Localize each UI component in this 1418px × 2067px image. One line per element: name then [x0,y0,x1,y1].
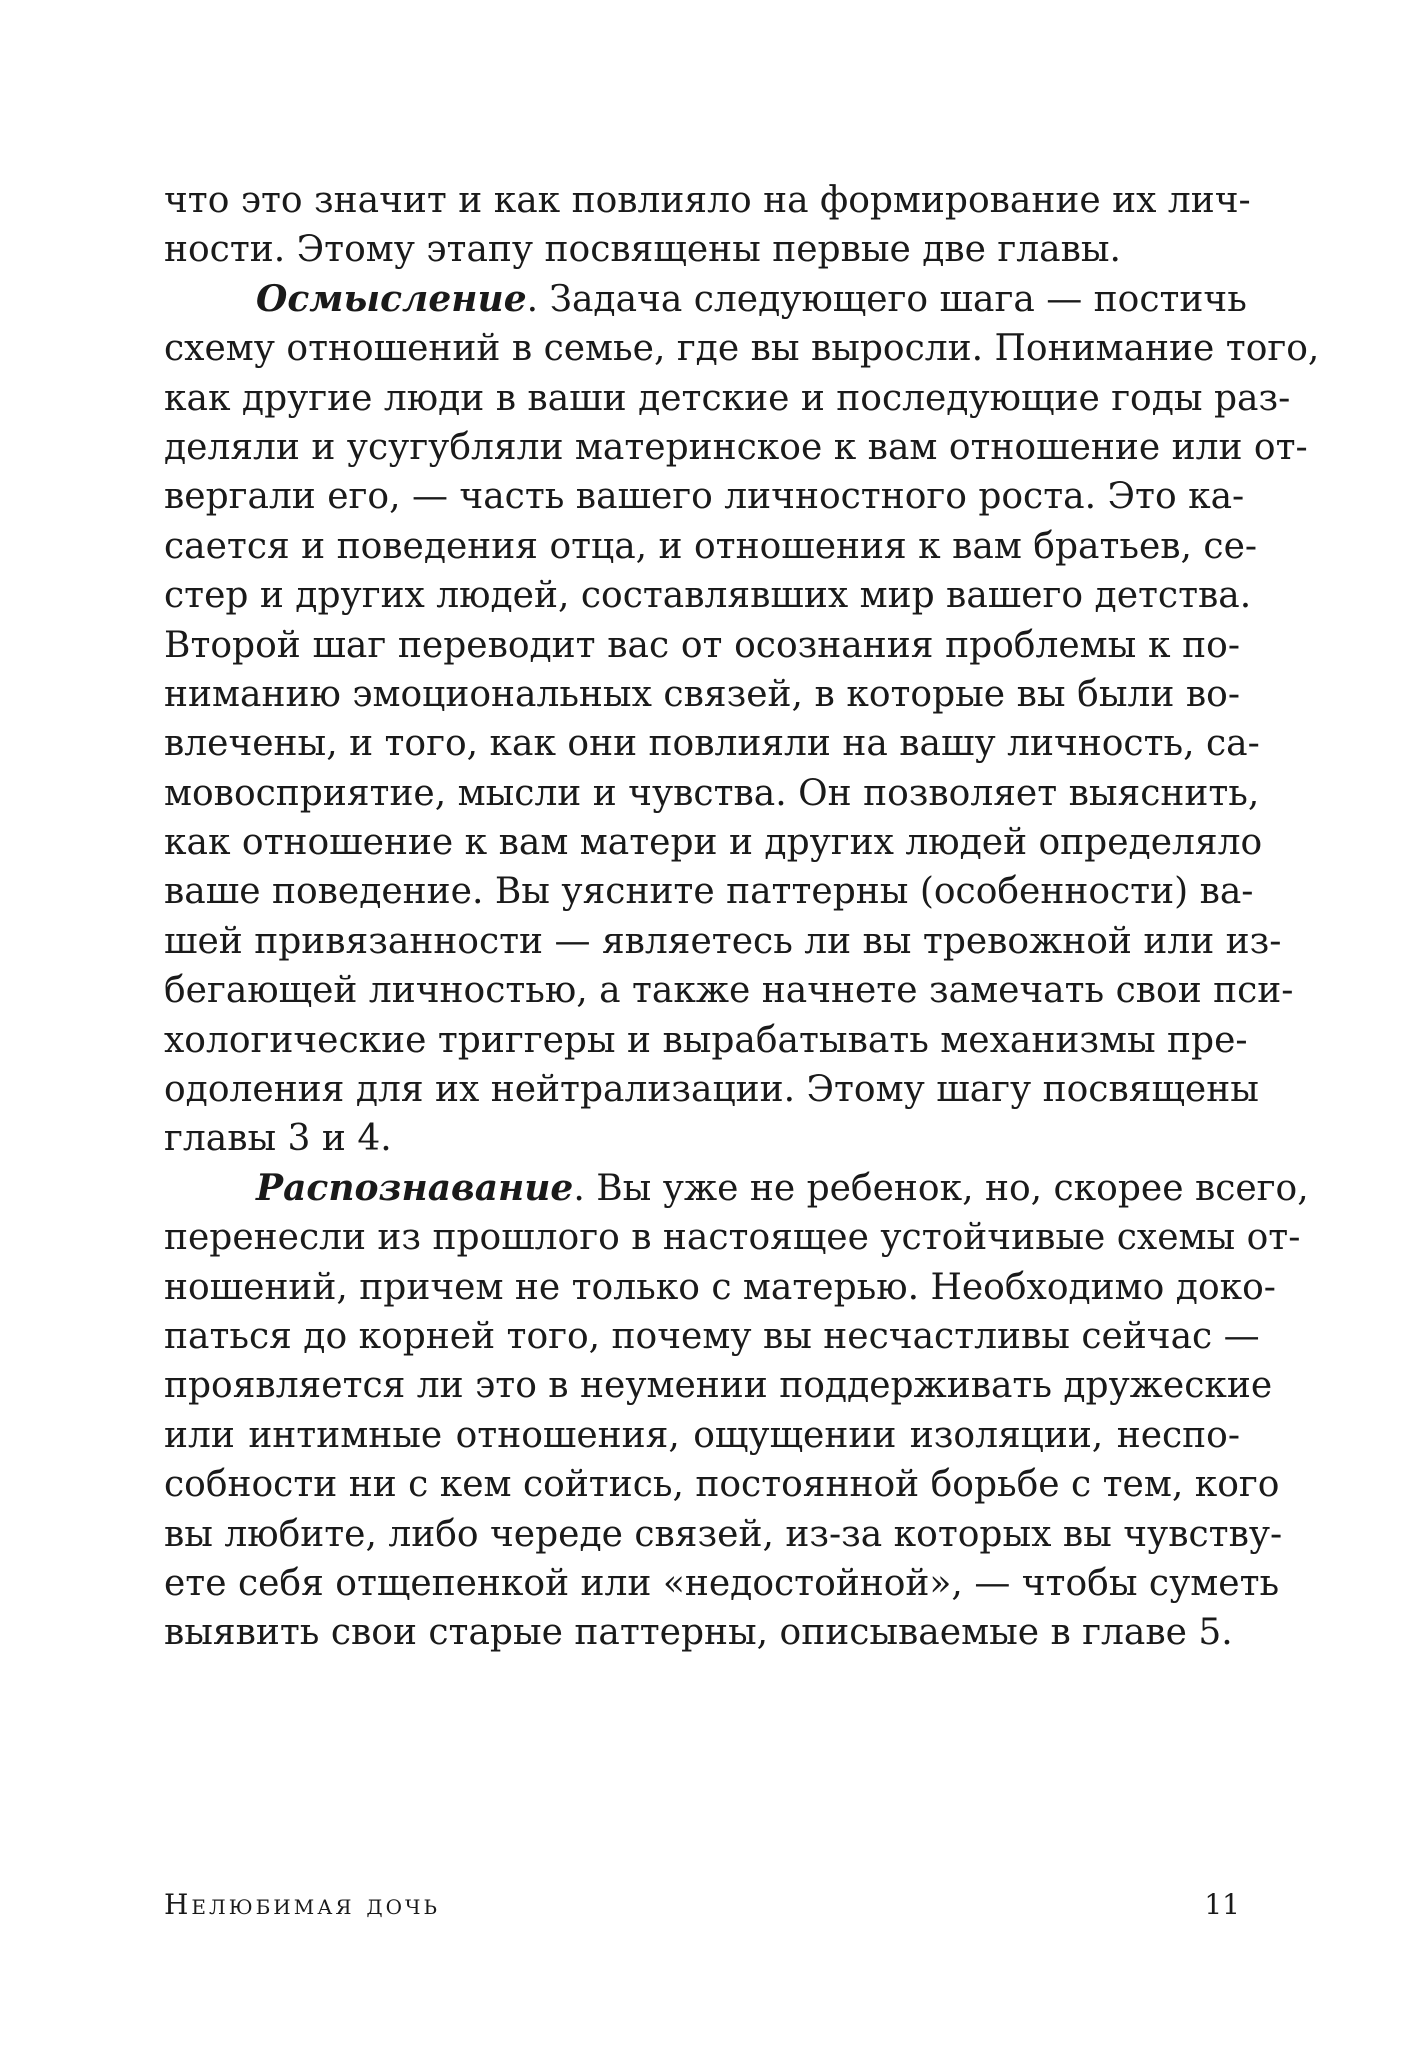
text-line: деляли и усугубляли материнское к вам отношение или от- [164,426,1308,468]
text-line: схему отношений в семье, где вы выросли. Понимание того, [164,328,1320,370]
body-text [164,176,1320,1658]
text-fragment: . Вы уже не ребенок, но, скорее всего, [573,1167,1309,1209]
text-fragment: . Задача следующего шага — постичь [526,278,1247,320]
text-line: собности ни с кем сойтись, постоянной борьбе с тем, кого [164,1464,1280,1506]
text-line: проявляется ли это в неумении поддерживать дружеские [164,1365,1273,1407]
section-term: Распознавание [256,1166,574,1209]
text-line: паться до корней того, почему вы несчастливы сейчас — [164,1315,1260,1357]
text-line: или интимные отношения, ощущении изоляции, неспо- [164,1414,1240,1456]
text-line: шей привязанности — являетесь ли вы тревожной или из- [164,920,1282,962]
text-line: бегающей личностью, а также начнете замечать свои пси- [164,970,1294,1012]
paragraph-opening-line [164,275,1247,324]
text-line: ете себя отщепенкой или «недостойной», — чтобы суметь [164,1562,1280,1604]
text-line: как другие люди в ваши детские и последующие годы раз- [164,377,1291,419]
text-line: вергали его, — часть вашего личностного роста. Это ка- [164,476,1245,518]
text-line: хологические триггеры и вырабатывать механизмы пре- [164,1019,1248,1061]
text-line: вы любите, либо череде связей, из-за которых вы чувству- [164,1513,1283,1555]
running-head: Нелюбимая дочь [164,1888,440,1921]
text-line: мовосприятие, мысли и чувства. Он позволяет выяснить, [164,772,1260,814]
text-line: влечены, и того, как они повлияли на вашу личность, са- [164,723,1260,765]
paragraph-opening-line [164,1164,1309,1213]
text-line: как отношение к вам матери и других людей определяло [164,822,1263,864]
text-line: одоления для их нейтрализации. Этому шагу посвящены [164,1069,1259,1111]
page-number: 11 [1204,1888,1240,1921]
text-line: сается и поведения отца, и отношения к вам братьев, се- [164,525,1258,567]
text-line: что это значит и как повлияло на формирование их лич- [164,180,1251,221]
text-line: выявить свои старые паттерны, описываемые в главе 5. [164,1612,1233,1654]
section-term: Осмысление [256,277,527,320]
text-line: ваше поведение. Вы уясните паттерны (особенности) ва- [164,871,1254,913]
text-line: ниманию эмоциональных связей, в которые вы были во- [164,673,1240,715]
text-line: перенесли из прошлого в настоящее устойчивые схемы от- [164,1217,1301,1259]
text-line: ности. Этому этапу посвящены первые две главы. [164,229,1121,271]
text-line: ношений, причем не только с матерью. Необходимо доко- [164,1266,1276,1308]
text-line: стер и других людей, составлявших мир вашего детства. [164,575,1252,617]
text-line: главы 3 и 4. [164,1118,392,1160]
text-line: Второй шаг переводит вас от осознания проблемы к по- [164,624,1240,666]
